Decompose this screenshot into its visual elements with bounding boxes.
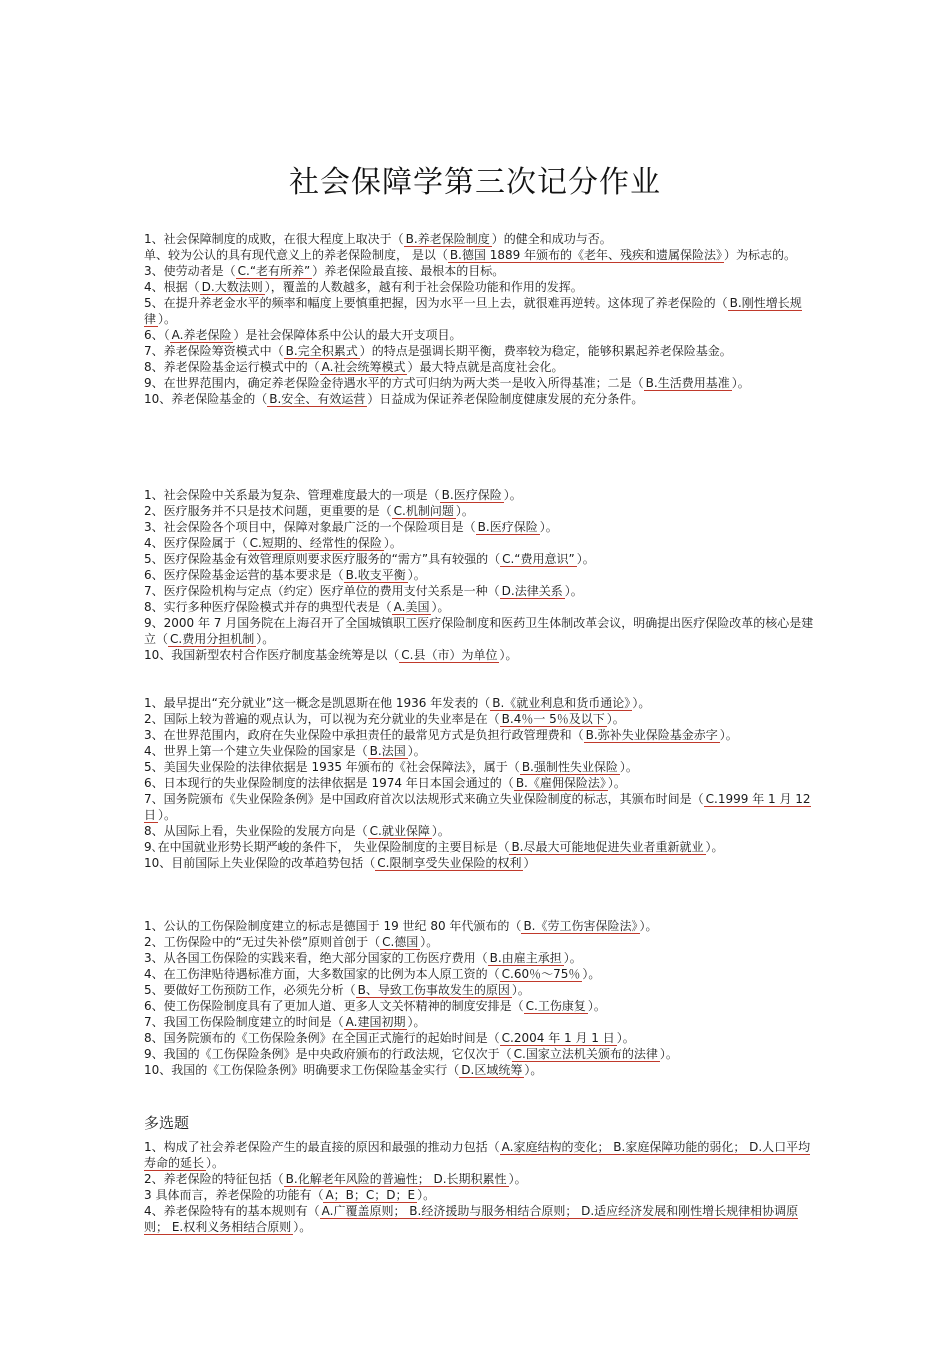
- answer: A.养老保险: [171, 328, 232, 342]
- answer: C.机制问题: [393, 504, 454, 518]
- question-line: 6、使工伤保险制度具有了更加人道、更多人文关怀精神的制度安排是（ C.工伤康复 ）。: [144, 999, 606, 1013]
- section-multiple-choice: [144, 1112, 814, 1235]
- answer: C.国家立法机关颁布的法律: [513, 1047, 658, 1061]
- question-line: 2、养老保险的特征包括（ B.化解老年风险的普遍性； D.长期积累性 ）。: [144, 1172, 527, 1186]
- answer: B.化解老年风险的普遍性； D.长期积累性: [285, 1172, 507, 1186]
- question-line: 9、2000 年 7 月国务院在上海召开了全国城镇职工医疗保险制度和医药卫生体制改革会议，明确提出医疗保险改革的核心是建立（ C.费用分担机制 ）。: [144, 616, 814, 646]
- question-line: 3、在世界范围内，政府在失业保险中承担责任的最常见方式是负担行政管理费和（ B.弥补失业保险基金赤字 ）。: [144, 728, 738, 742]
- question-line: 6、医疗保险基金运营的基本要求是（ B.收支平衡 ）。: [144, 568, 426, 582]
- answer: B.完全积累式: [285, 344, 358, 358]
- question-line: 7、我国工伤保险制度建立的时间是（ A.建国初期 ）。: [144, 1015, 426, 1029]
- question-line: 6、（ A.养老保险 ）是社会保障体系中公认的最大开支项目。: [144, 328, 462, 342]
- answer: B.《就业利息和货币通论》: [492, 696, 631, 710]
- question-line: 10、我国新型农村合作医疗制度基金统筹是以（ C.县（市）为单位 ）。: [144, 648, 518, 662]
- question-line: 10、养老保险基金的（ B.安全、有效运营 ）日益成为保证养老保险制度健康发展的充分条件。: [144, 392, 644, 406]
- question-line: 单、较为公认的具有现代意义上的养老保险制度， 是以（ B.德国 1889 年颁布的《老年、残疾和遗属保险法》 ）为标志的。: [144, 248, 797, 262]
- question-line: 2、工伤保险中的“无过失补偿”原则首创于（ C.德国 ）。: [144, 935, 439, 949]
- answer: C.2004 年 1 月 1 日: [501, 1031, 615, 1045]
- question-line: 7、医疗保险机构与定点（约定）医疗单位的费用支付关系是一种（ D.法律关系 ）。: [144, 584, 583, 598]
- answer: A.社会统筹模式: [321, 360, 406, 374]
- answer: B.强制性失业保险: [521, 760, 618, 774]
- question-line: 3、使劳动者是（ C.“老有所养” ）养老保险最直接、最根本的目标。: [144, 264, 505, 278]
- answer: A.建国初期: [345, 1015, 406, 1029]
- question-line: 4、在工伤津贴待遇标准方面，大多数国家的比例为本人原工资的（ C.60％～75％ ）。: [144, 967, 601, 981]
- answer: C.60％～75％: [501, 967, 581, 981]
- question-line: 4、世界上第一个建立失业保险的国家是（ B.法国 ）。: [144, 744, 426, 758]
- answer: A.家庭结构的变化； B.家庭保障功能的弱化； D.人口平均寿命的延长: [144, 1140, 811, 1170]
- answer: C.1999 年 1 月 12 日: [144, 792, 811, 822]
- question-line: 8、国务院颁布的《工伤保险条例》在全国正式施行的起始时间是（ C.2004 年 1 月 1 日 ）。: [144, 1031, 635, 1045]
- question-line: 10、我国的《工伤保险条例》明确要求工伤保险基金实行（ D.区域统筹 ）。: [144, 1063, 543, 1077]
- page-title: 社会保障学第三次记分作业: [289, 165, 661, 200]
- answer: B.由雇主承担: [489, 951, 562, 965]
- answer: B.法国: [369, 744, 406, 758]
- question-line: 4、养老保险特有的基本规则有（ A.广覆盖原则； B.经济援助与服务相结合原则； D.适应经济发展和刚性增长规律相协调原则； E.权利义务相结合原则 ）。: [144, 1204, 799, 1234]
- answer: B.医疗保险: [441, 488, 502, 502]
- answer: C.费用分担机制: [170, 632, 255, 646]
- answer: B、导致工伤事故发生的原因: [357, 983, 510, 997]
- answer: C.“费用意识”: [502, 552, 575, 566]
- question-line: 5、美国失业保险的法律依据是 1935 年颁布的《社会保障法》，属于（ B.强制性失业保险 ）。: [144, 760, 638, 774]
- question-line: 5、医疗保险基金有效管理原则要求医疗服务的“需方”具有较强的（ C.“费用意识” ）。: [144, 552, 595, 566]
- question-line: 1、最早提出“充分就业”这一概念是凯恩斯在他 1936 年发表的（ B.《就业利息和货币通论》 ）。: [144, 696, 651, 710]
- answer: C.“老有所养”: [237, 264, 311, 278]
- answer: B.《雇佣保险法》: [515, 776, 606, 790]
- question-line: 4、医疗保险属于（ C.短期的、经常性的保险 ）。: [144, 536, 402, 550]
- section-unemployment: [144, 695, 814, 871]
- answer: B.4％一 5％及以下: [501, 712, 605, 726]
- question-line: 3 具体而言，养老保险的功能有（ A；B；C；D；E ）。: [144, 1188, 436, 1202]
- answer: B.医疗保险: [477, 520, 538, 534]
- question-line: 8、从国际上看，失业保险的发展方向是（ C.就业保障 ）。: [144, 824, 450, 838]
- question-line: 2、医疗服务并不只是技术问题，更重要的是（ C.机制问题 ）。: [144, 504, 474, 518]
- answer: B.德国 1889 年颁布的《老年、残疾和遗属保险法》: [449, 248, 723, 262]
- answer: C.短期的、经常性的保险: [249, 536, 382, 550]
- answer: B.生活费用基准: [645, 376, 730, 390]
- answer: D.大数法则: [201, 280, 263, 294]
- question-line: 9、在世界范围内，确定养老保险金待遇水平的方式可归纳为两大类一是收入所得基准；二是（ B.生活费用基准 ）。: [144, 376, 750, 390]
- question-line: 3、社会保险各个项目中，保障对象最广泛的一个保险项目是（ B.医疗保险 ）。: [144, 520, 558, 534]
- section-pension: [144, 231, 814, 407]
- question-line: 7、养老保险筹资模式中（ B.完全积累式 ）的特点是强调长期平衡，费率较为稳定，能够积累起养老保险基金。: [144, 344, 732, 358]
- section-medical: [144, 487, 814, 663]
- answer: B.弥补失业保险基金赤字: [585, 728, 718, 742]
- question-line: 1、公认的工伤保险制度建立的标志是德国于 19 世纪 80 年代颁布的（ B.《劳工伤害保险法》 ）。: [144, 919, 658, 933]
- answer: D.区域统筹: [461, 1063, 523, 1077]
- answer: C.工伤康复: [525, 999, 586, 1013]
- answer: B.《劳工伤害保险法》: [523, 919, 638, 933]
- question-line: 10、目前国际上失业保险的改革趋势包括（ C.限制享受失业保险的权利 ）: [144, 856, 536, 870]
- answer: C.就业保障: [369, 824, 430, 838]
- answer: C.县（市）为单位: [401, 648, 498, 662]
- question-line: 5、在提升养老金水平的频率和幅度上要慎重把握，因为水平一旦上去，就很难再逆转。这体现了养老保险的（ B.刚性增长规律 ）。: [144, 296, 802, 326]
- answer: B.安全、有效运营: [269, 392, 366, 406]
- question-line: 9､在中国就业形势长期严峻的条件下， 失业保险制度的主要目标是（ B.尽最大可能地促进失业者重新就业 ）。: [144, 840, 724, 854]
- question-line: 9、我国的《工伤保险条例》是中央政府颁布的行政法规，它仅次于（ C.国家立法机关颁布的法律 ）。: [144, 1047, 678, 1061]
- question-line: 4、根据（ D.大数法则 ），覆盖的人数越多，越有利于社会保险功能和作用的发挥。: [144, 280, 583, 294]
- answer: C.限制享受失业保险的权利: [377, 856, 522, 870]
- section-work-injury: [144, 918, 814, 1078]
- answer: B.收支平衡: [345, 568, 406, 582]
- question-line: 1、社会保险中关系最为复杂、管理难度最大的一项是（ B.医疗保险 ）。: [144, 488, 522, 502]
- section-heading: 多选题: [144, 1114, 190, 1132]
- question-line: 8、实行多种医疗保险模式并存的典型代表是（ A.美国 ）。: [144, 600, 450, 614]
- question-line: 1、构成了社会养老保险产生的最直接的原因和最强的推动力包括（ A.家庭结构的变化； B.家庭保障功能的弱化； D.人口平均寿命的延长 ）。: [144, 1140, 811, 1170]
- question-line: 6、日本现行的失业保险制度的法律依据是 1974 年日本国会通过的（ B.《雇佣保险法》 ）。: [144, 776, 626, 790]
- answer: A.美国: [393, 600, 430, 614]
- answer: A；B；C；D；E: [325, 1188, 416, 1202]
- answer: B.尽最大可能地促进失业者重新就业: [511, 840, 704, 854]
- answer: B.养老保险制度: [405, 232, 490, 246]
- question-line: 2、国际上较为普遍的观点认为，可以视为充分就业的失业率是在（ B.4％一 5％及以下 ）。: [144, 712, 625, 726]
- answer: A.广覆盖原则； B.经济援助与服务相结合原则； D.适应经济发展和刚性增长规律相协调原则； E.权利义务相结合原则: [144, 1204, 799, 1234]
- question-line: 7、国务院颁布《失业保险条例》是中国政府首次以法规形式来确立失业保险制度的标志，其颁布时间是（ C.1999 年 1 月 12 日 ）。: [144, 792, 811, 822]
- question-line: 8、养老保险基金运行模式中的（ A.社会统筹模式 ）最大特点就是高度社会化。: [144, 360, 564, 374]
- question-line: 5、要做好工伤预防工作，必须先分析（ B、导致工伤事故发生的原因 ）。: [144, 983, 530, 997]
- answer: D.法律关系: [501, 584, 563, 598]
- question-line: 3、从各国工伤保险的实践来看，绝大部分国家的工伤医疗费用（ B.由雇主承担 ）。: [144, 951, 582, 965]
- answer: C.德国: [382, 935, 419, 949]
- answer: B.刚性增长规律: [144, 296, 802, 326]
- question-line: 1、社会保障制度的成败，在很大程度上取决于（ B.养老保险制度 ）的健全和成功与否。: [144, 232, 612, 246]
